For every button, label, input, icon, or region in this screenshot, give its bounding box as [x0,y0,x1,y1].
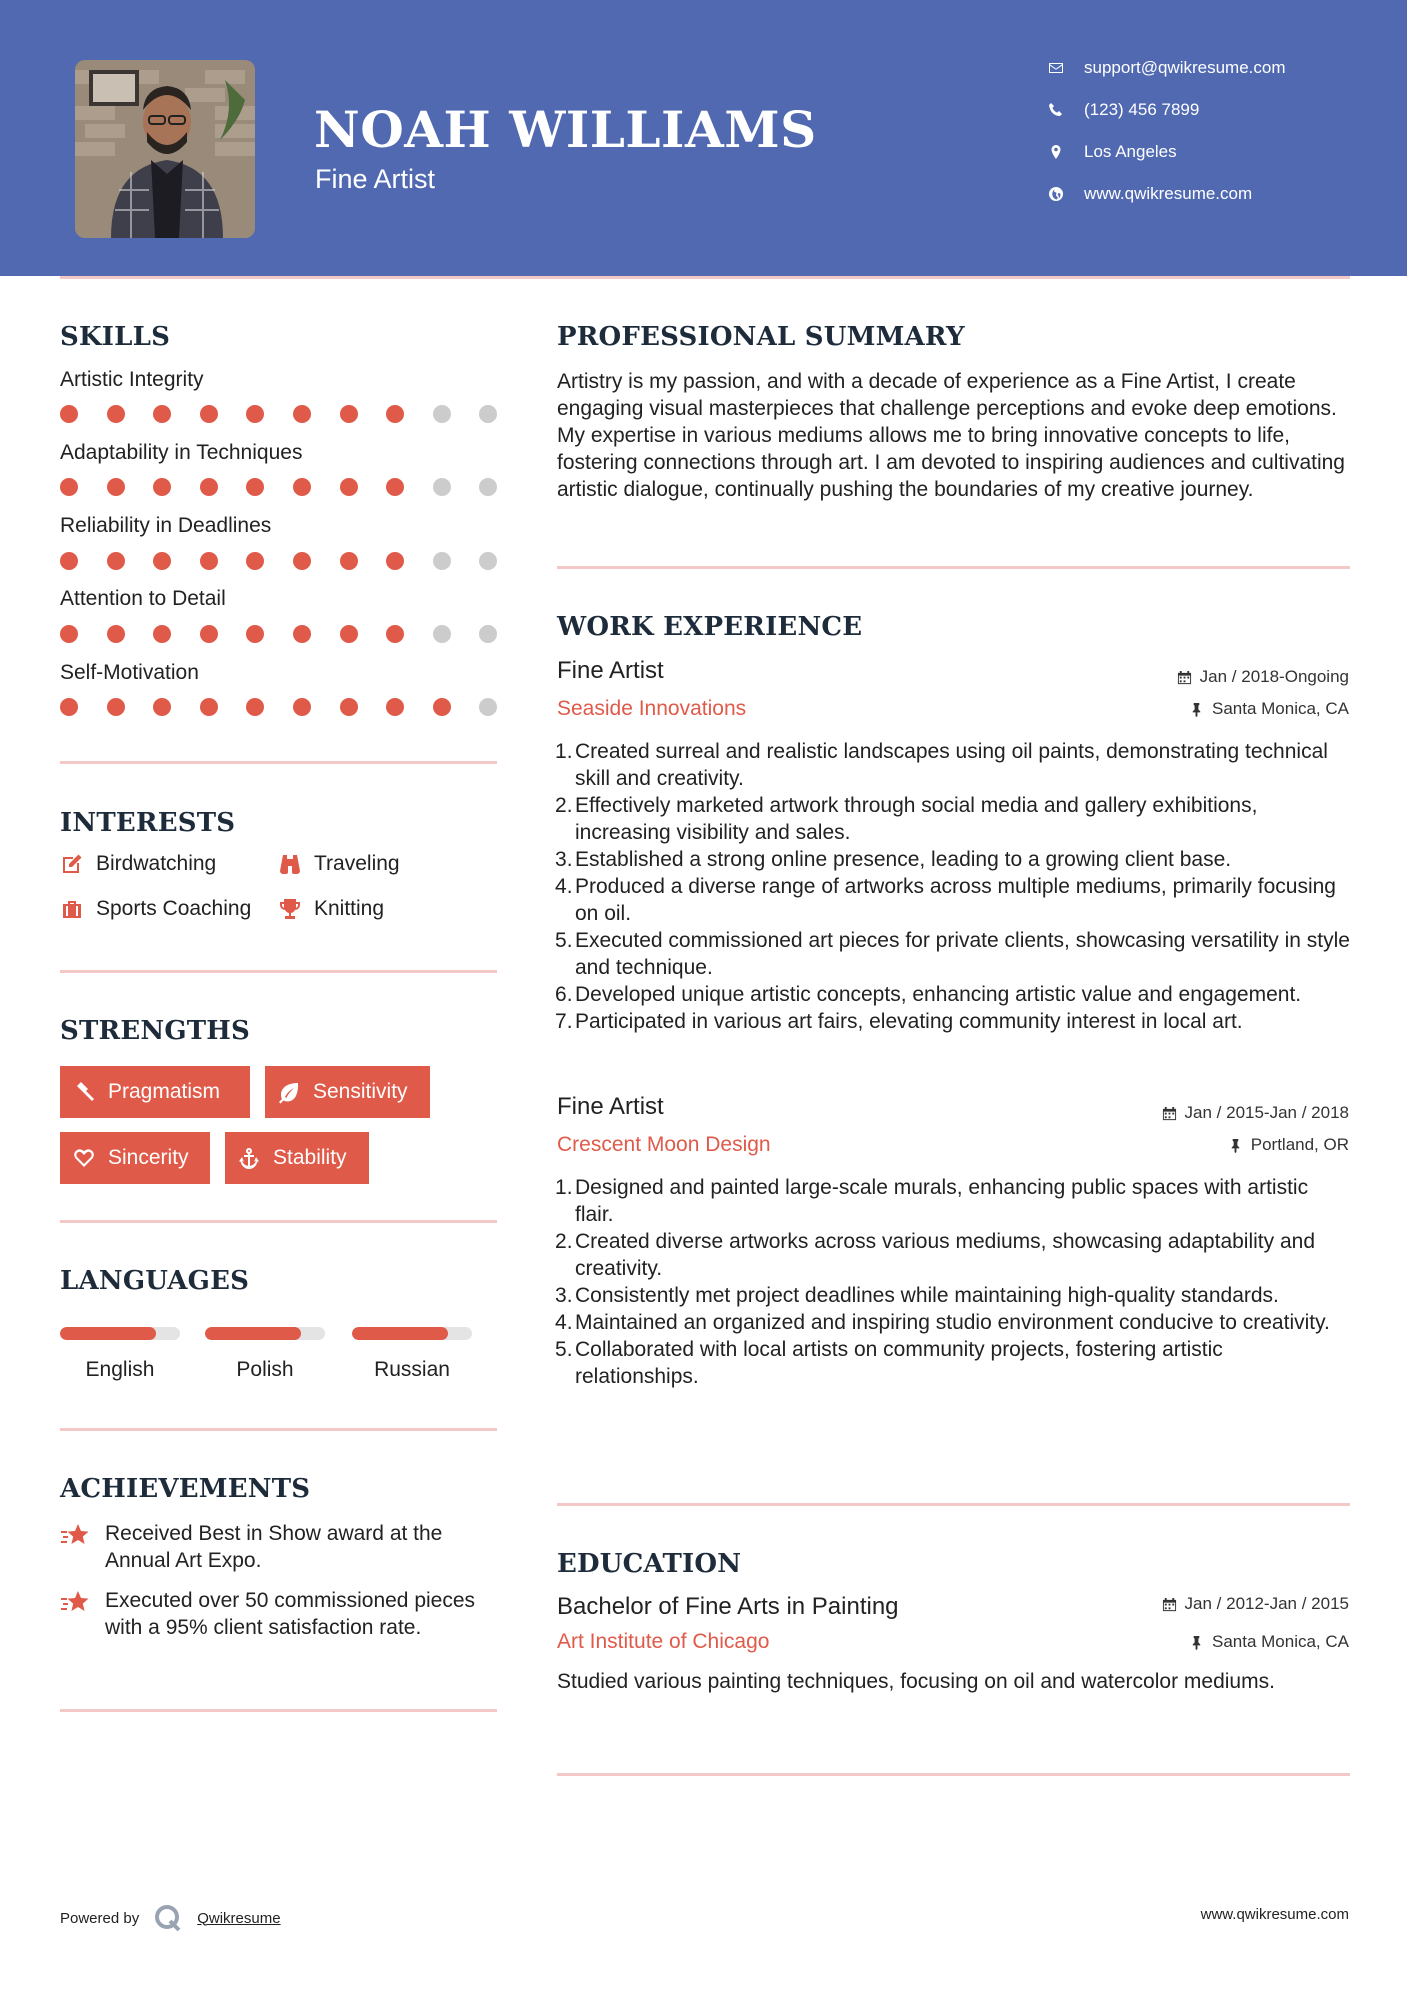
profile-photo [75,60,255,238]
binoculars-icon [278,852,302,876]
job-duties [557,738,1350,1035]
language-label: Polish [236,1358,294,1381]
rating-dot-filled [107,552,125,570]
rating-dot-filled [246,698,264,716]
rating-dot-filled [246,405,264,423]
job-dates [1162,1103,1349,1123]
rating-dot-empty [433,552,451,570]
rating-dot-filled [200,625,218,643]
leaf-icon [277,1080,301,1104]
footer-website[interactable]: www.qwikresume.com [1200,1906,1349,1923]
section-divider [557,566,1350,569]
education-heading: EDUCATION [557,1549,742,1579]
job-title: Fine Artist [557,1093,664,1120]
language-level-bar [60,1327,180,1340]
rating-dot-filled [60,625,78,643]
rating-dot-filled [433,698,451,716]
rating-dot-filled [246,625,264,643]
rating-dot-filled [340,625,358,643]
interest-label: Traveling [314,852,400,875]
duty-item: Created surreal and realistic landscapes using oil paints, demonstrating technical skill and creativity. [575,740,1328,790]
rating-dot-filled [386,405,404,423]
skill-label: Adaptability in Techniques [60,441,303,464]
education-dates-text: Jan / 2012-Jan / 2015 [1184,1594,1349,1613]
skill-label: Reliability in Deadlines [60,514,272,537]
interest-item [60,852,216,876]
candidate-name: NOAH WILLIAMS [314,100,817,159]
job-title: Fine Artist [557,657,664,684]
rating-dot-empty [433,405,451,423]
calendar-icon [1177,670,1192,685]
strength-label: Sincerity [108,1146,189,1169]
job-location-text: Santa Monica, CA [1211,699,1349,718]
globe-icon [1048,186,1084,202]
strength-chip [60,1066,250,1118]
summary-text: Artistry is my passion, and with a decade of experience as a Fine Artist, I create engaging visual masterpieces that challenge perceptions and evoke deep emotions. My expertise in various mediums allows me to bring innovative concepts to life, fostering connections through art. I am devoted to inspiring audiences and cultivating artistic dialogue, continually pushing the boundaries of my creative journey. [557,370,1345,501]
rating-dot-filled [246,478,264,496]
strength-chip [225,1132,369,1184]
header-banner [0,0,1407,276]
interest-label: Knitting [314,897,385,920]
degree-name: Bachelor of Fine Arts in Painting [557,1593,899,1620]
rating-dot-empty [433,478,451,496]
education-dates [1162,1594,1349,1614]
interest-label: Sports Coaching [96,897,252,920]
language-level-fill [352,1327,448,1340]
strengths-heading: STRENGTHS [60,1016,251,1046]
rating-dot-empty [479,625,497,643]
achievement-item [60,1520,500,1574]
language-level-fill [205,1327,301,1340]
rating-dot-filled [293,552,311,570]
school-name: Art Institute of Chicago [557,1630,770,1653]
duty-item: Maintained an organized and inspiring studio environment conducive to creativity. [575,1311,1330,1334]
duty-item: Executed commissioned art pieces for private clients, showcasing versatility in style and technique. [575,929,1350,979]
rating-dot-empty [479,698,497,716]
section-divider [60,761,497,764]
job-location-text: Portland, OR [1250,1135,1349,1154]
skill-rating [60,625,526,643]
section-divider [557,1773,1350,1776]
briefcase-icon [60,897,84,921]
contact-email[interactable] [1048,58,1378,78]
rating-dot-filled [293,698,311,716]
rating-dot-filled [200,478,218,496]
summary-heading: PROFESSIONAL SUMMARY [557,322,965,352]
pushpin-icon [1189,1635,1204,1650]
star-icon [60,1587,90,1617]
duty-item: Created diverse artworks across various mediums, showcasing adaptability and creativity. [575,1230,1316,1280]
education-location-text: Santa Monica, CA [1211,1632,1349,1651]
rating-dot-filled [60,552,78,570]
language-label: English [85,1358,155,1381]
duty-item: Designed and painted large-scale murals, enhancing public spaces with artistic flair. [575,1176,1309,1226]
section-divider [60,1220,497,1223]
contact-location-text: Los Angeles [1084,142,1177,161]
strength-label: Stability [273,1146,347,1169]
achievement-item [60,1587,500,1641]
gavel-icon [72,1080,96,1104]
skill-rating [60,478,526,496]
duty-item: Developed unique artistic concepts, enhancing artistic value and engagement. [575,983,1302,1006]
languages-heading: LANGUAGES [60,1266,250,1296]
phone-icon [1048,102,1084,118]
map-pin-icon [1048,144,1084,160]
qwikresume-link[interactable]: Qwikresume [197,1909,281,1927]
skill-label: Artistic Integrity [60,368,204,391]
rating-dot-empty [479,478,497,496]
skill-label: Self-Motivation [60,661,199,684]
language-level-bar [205,1327,325,1340]
company-name: Crescent Moon Design [557,1133,771,1156]
avatar [75,60,255,238]
language-level-bar [352,1327,472,1340]
strength-chip [265,1066,430,1118]
star-icon [60,1520,90,1550]
rating-dot-filled [340,405,358,423]
rating-dot-filled [60,478,78,496]
duty-item: Collaborated with local artists on community projects, fostering artistic relationships. [575,1338,1223,1388]
strength-label: Sensitivity [313,1080,408,1103]
heart-icon [72,1146,96,1170]
achievement-text: Executed over 50 commissioned pieces with a 95% client satisfaction rate. [105,1589,476,1639]
contact-phone[interactable] [1048,100,1378,120]
rating-dot-empty [479,552,497,570]
strength-label: Pragmatism [108,1080,221,1103]
language-level-fill [60,1327,156,1340]
company-name: Seaside Innovations [557,697,747,720]
contact-location [1048,142,1378,162]
envelope-icon [1048,60,1084,76]
powered-by-text: Powered by [60,1909,140,1927]
rating-dot-filled [60,698,78,716]
job-duties [557,1174,1350,1390]
rating-dot-filled [107,698,125,716]
rating-dot-filled [107,625,125,643]
skill-rating [60,698,526,716]
rating-dot-filled [340,478,358,496]
interest-item [60,897,251,921]
duty-item: Consistently met project deadlines while maintaining high-quality standards. [575,1284,1279,1307]
duty-item: Effectively marketed artwork through social media and gallery exhibitions, increasing visibility and sales. [575,794,1258,844]
rating-dot-filled [107,405,125,423]
contact-website-text: www.qwikresume.com [1084,184,1253,203]
duty-item: Produced a diverse range of artworks across multiple mediums, primarily focusing on oil. [575,875,1336,925]
section-divider [60,970,497,973]
duty-item: Established a strong online presence, leading to a growing client base. [575,848,1232,871]
achievement-text: Received Best in Show award at the Annual Art Expo. [105,1522,443,1572]
section-divider [60,1709,497,1712]
experience-heading: WORK EXPERIENCE [557,612,863,642]
interests-heading: INTERESTS [60,808,236,838]
achievements-heading: ACHIEVEMENTS [60,1474,311,1504]
rating-dot-filled [200,552,218,570]
rating-dot-filled [200,698,218,716]
rating-dot-filled [153,478,171,496]
job-dates-text: Jan / 2015-Jan / 2018 [1184,1103,1349,1122]
interest-item [278,852,400,876]
section-divider [557,1503,1350,1506]
qwikresume-logo-icon [153,1903,183,1933]
pencil-square-icon [60,852,84,876]
language-item [205,1327,325,1382]
contact-phone-text: (123) 456 7899 [1084,100,1200,119]
rating-dot-filled [107,478,125,496]
calendar-icon [1162,1597,1177,1612]
skill-rating [60,405,526,423]
job-dates [1177,667,1349,687]
rating-dot-filled [153,698,171,716]
pushpin-icon [1228,1138,1243,1153]
calendar-icon [1162,1106,1177,1121]
job-dates-text: Jan / 2018-Ongoing [1199,667,1349,686]
rating-dot-filled [386,698,404,716]
rating-dot-filled [246,552,264,570]
rating-dot-filled [153,625,171,643]
header-divider [60,276,1350,279]
rating-dot-filled [386,552,404,570]
language-item [60,1327,180,1382]
rating-dot-filled [386,478,404,496]
trophy-icon [278,897,302,921]
rating-dot-filled [153,552,171,570]
job-location [1228,1135,1349,1155]
contact-website[interactable] [1048,184,1378,204]
rating-dot-filled [386,625,404,643]
job-location [1189,699,1349,719]
pushpin-icon [1189,702,1204,717]
rating-dot-filled [293,405,311,423]
rating-dot-filled [340,698,358,716]
skill-label: Attention to Detail [60,587,226,610]
rating-dot-filled [153,405,171,423]
duty-item: Participated in various art fairs, elevating community interest in local art. [575,1010,1243,1033]
rating-dot-filled [293,625,311,643]
contact-email-text: support@qwikresume.com [1084,58,1286,77]
education-description: Studied various painting techniques, focusing on oil and watercolor mediums. [557,1670,1275,1693]
skill-rating [60,552,526,570]
rating-dot-filled [200,405,218,423]
interest-item [278,897,384,921]
rating-dot-filled [340,552,358,570]
education-location [1189,1632,1349,1652]
rating-dot-empty [479,405,497,423]
footer-powered-by [60,1903,281,1933]
section-divider [60,1428,497,1431]
rating-dot-filled [60,405,78,423]
interest-label: Birdwatching [96,852,217,875]
language-label: Russian [374,1358,450,1381]
language-item [352,1327,472,1382]
rating-dot-filled [293,478,311,496]
anchor-icon [237,1146,261,1170]
rating-dot-empty [433,625,451,643]
skills-heading: SKILLS [60,322,171,352]
strength-chip [60,1132,210,1184]
candidate-title: Fine Artist [315,164,436,194]
